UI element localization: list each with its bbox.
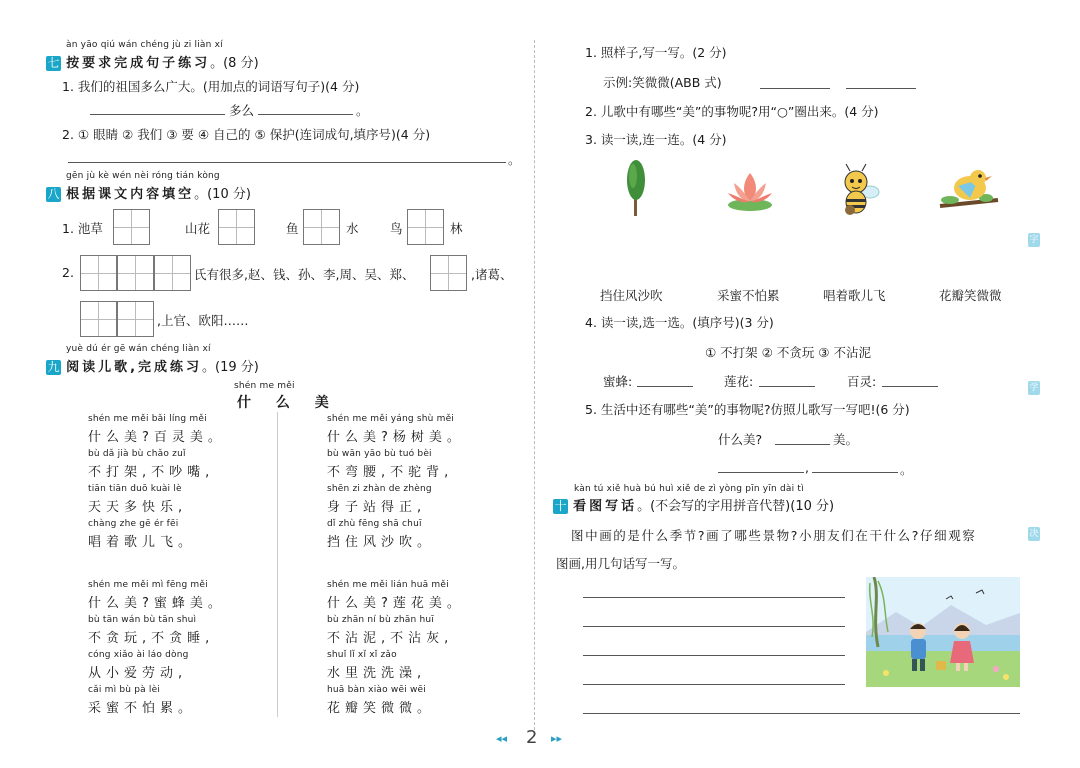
s8-q1-box-4[interactable] [407, 209, 444, 245]
r-q4-lotus-label: 莲花: [724, 374, 754, 389]
r-q5-comma: , [805, 460, 809, 475]
s8-q1-box-2[interactable] [218, 209, 255, 245]
s7-q1: 1. 我们的祖国多么广大。(用加点的词语写句子)(4 分) [62, 79, 360, 94]
s8-q1-b: 山花 [185, 221, 211, 236]
s8-q2-box-6[interactable] [117, 301, 154, 337]
s10-title: 看图写话 [573, 499, 638, 514]
poem-line-pinyin: shén me měi bǎi líng měi [88, 414, 207, 424]
s8-heading [46, 183, 251, 202]
s7-q2: 2. ① 眼睛 ② 我们 ③ 要 ④ 自己的 ⑤ 保护(连词成句,填序号)(4 分) [62, 127, 431, 142]
s8-q2-box-2[interactable] [117, 255, 154, 291]
poplar-tree-image [616, 158, 656, 222]
r-q4: 4. 读一读,选一选。(填序号)(3 分) [585, 315, 774, 330]
poem-line: 挡住风沙吹。 [327, 535, 436, 550]
poem-line-pinyin: bù tān wán bù tān shuì [88, 615, 197, 625]
poem-line: 什么美?蜜蜂美。 [88, 596, 226, 611]
r-q5-suffix: 美。 [833, 432, 859, 447]
s10-prompt-line-1: 图中画的是什么季节?画了哪些景物?小朋友们在干什么?仔细观察 [571, 528, 977, 543]
s8-q2-label: 2. [62, 265, 74, 280]
poem-line: 不打架,不吵嘴, [88, 465, 215, 480]
s8-q1-label: 1. 池草 [62, 221, 103, 236]
q3-match-label[interactable]: 挡住风沙吹 [600, 288, 663, 303]
s7-title: 按要求完成句子练习 [66, 56, 211, 71]
s10-writing-line-2[interactable] [583, 626, 845, 627]
page-divider [534, 40, 535, 730]
s8-q1-d: 水 [346, 221, 359, 236]
poem-line: 从小爱劳动, [88, 666, 188, 681]
r-q3: 3. 读一读,连一连。(4 分) [585, 132, 727, 147]
s9-pinyin: yuè dú ér gē wán chéng liàn xí [66, 344, 211, 354]
poem-column-divider [277, 412, 278, 717]
s8-q2-box-5[interactable] [80, 301, 117, 337]
s10-number-badge: 十 [554, 499, 567, 513]
s8-q1-c: 鱼 [286, 221, 299, 236]
r-q1: 1. 照样子,写一写。(2 分) [585, 45, 727, 60]
s8-q2-box-1[interactable] [80, 255, 117, 291]
r-q1-example: 示例:笑微微(ABB 式) [603, 75, 722, 90]
poem-line-pinyin: shén me měi mì fēng měi [88, 580, 208, 590]
r-q4-lotus-blank[interactable] [759, 386, 815, 387]
s8-pinyin: gēn jù kè wén nèi róng tián kòng [66, 171, 220, 181]
q3-match-label[interactable]: 唱着歌儿飞 [823, 288, 886, 303]
s7-q2-blank[interactable] [68, 162, 506, 163]
s8-q2-tail: ,诸葛、 [471, 267, 513, 282]
q3-match-label[interactable]: 采蜜不怕累 [717, 288, 780, 303]
poem-line-pinyin: bù wān yāo bù tuó bèi [327, 449, 432, 459]
poem-line-pinyin: tiān tiān duō kuài lè [88, 484, 182, 494]
s8-q2-box-3[interactable] [154, 255, 191, 291]
s7-q1-mid: 多么 [229, 103, 255, 118]
spring-scene-image [866, 577, 1020, 691]
s8-q2-text: 氏有很多,赵、钱、孙、李,周、吴、郑、 [194, 267, 415, 282]
bee-image [832, 162, 882, 222]
poem-line: 不贪玩,不贪睡, [88, 631, 215, 646]
side-tab-1: 字 [1029, 235, 1039, 245]
poem-line: 采蜜不怕累。 [88, 701, 197, 716]
s9-number-badge: 九 [47, 360, 60, 374]
q3-match-label[interactable]: 花瓣笑微微 [939, 288, 1002, 303]
s7-number-badge: 七 [47, 56, 60, 70]
poem-line: 不弯腰,不驼背, [327, 465, 454, 480]
s10-pinyin: kàn tú xiě huà bú huì xiě de zì yòng pīn yīn dài tì [574, 484, 804, 494]
s8-title: 根据课文内容填空 [66, 187, 195, 202]
s9-score: 。(19 分) [202, 360, 259, 375]
poem-title-pinyin: shén me měi [234, 381, 295, 391]
s10-writing-line-3[interactable] [583, 655, 845, 656]
s7-heading [46, 52, 259, 71]
r-q5-blank-c[interactable] [812, 472, 898, 473]
lotus-flower-image [720, 165, 780, 219]
prev-page-icon[interactable]: ◂◂ [496, 732, 508, 745]
s8-q1-f: 林 [450, 221, 463, 236]
next-page-icon[interactable]: ▸▸ [551, 732, 563, 745]
side-tab-3: 决 [1029, 529, 1039, 539]
r-q4-bee-blank[interactable] [637, 386, 693, 387]
s7-score: 。(8 分) [210, 56, 259, 71]
poem-line-pinyin: cóng xiǎo ài láo dòng [88, 650, 189, 660]
poem-line: 水里洗洗澡, [327, 666, 427, 681]
s8-q1-box-3[interactable] [303, 209, 340, 245]
poem-line-pinyin: shén me měi lián huā měi [327, 580, 449, 590]
s10-writing-line-4[interactable] [583, 684, 845, 685]
s7-pinyin: àn yāo qiú wán chéng jù zi liàn xí [66, 40, 223, 50]
r-q1-blank-b[interactable] [846, 88, 916, 89]
poem-line-pinyin: shuǐ lǐ xǐ xǐ zǎo [327, 650, 397, 660]
r-q5-blank-a[interactable] [775, 444, 830, 445]
page-number: 2 [526, 727, 538, 748]
poem-line-pinyin: dǐ zhù fēng shā chuī [327, 519, 422, 529]
s8-number-badge: 八 [47, 187, 60, 201]
r-q4-options: ① 不打架 ② 不贪玩 ③ 不沾泥 [705, 345, 871, 360]
s10-writing-line-1[interactable] [583, 597, 845, 598]
lark-bird-image [938, 162, 1000, 222]
s10-writing-line-5[interactable] [583, 713, 1020, 714]
poem-line: 花瓣笑微微。 [327, 701, 436, 716]
s8-score: 。(10 分) [194, 187, 251, 202]
poem-line: 唱着歌儿飞。 [88, 535, 197, 550]
r-q5: 5. 生活中还有哪些“美”的事物呢?仿照儿歌写一写吧!(6 分) [585, 402, 910, 417]
s8-q1-e: 鸟 [390, 221, 403, 236]
poem-line: 不沾泥,不沾灰, [327, 631, 454, 646]
r-q2: 2. 儿歌中有哪些“美”的事物呢?用“○”圈出来。(4 分) [585, 104, 879, 119]
s8-q1-box-1[interactable] [113, 209, 150, 245]
s9-heading [46, 356, 259, 375]
r-q4-lark-label: 百灵: [847, 374, 877, 389]
r-q5-prefix: 什么美? [718, 432, 763, 447]
poem-line: 天天多快乐, [88, 500, 188, 515]
poem-title: 什 么 美 [237, 395, 339, 411]
poem-line-pinyin: chàng zhe gē ér fēi [88, 519, 179, 529]
side-tab-2: 学 [1029, 383, 1039, 393]
s10-heading [553, 495, 834, 514]
s7-q1-end: 。 [356, 103, 369, 118]
poem-line-pinyin: bù dǎ jià bù chǎo zuǐ [88, 449, 186, 459]
poem-line-pinyin: shén me měi yáng shù měi [327, 414, 455, 424]
poem-line-pinyin: shēn zi zhàn de zhèng [327, 484, 432, 494]
s8-q2-line2: ,上官、欧阳…… [157, 313, 249, 328]
s7-q2-end: 。 [508, 152, 521, 167]
s8-q2-box-4[interactable] [430, 255, 467, 291]
r-q5-blank-b[interactable] [718, 472, 804, 473]
s10-note: 。(不会写的字用拼音代替)(10 分) [637, 499, 835, 514]
r-q4-lark-blank[interactable] [882, 386, 938, 387]
poem-line: 什么美?莲花美。 [327, 596, 465, 611]
r-q5-end: 。 [900, 462, 913, 477]
poem-line-pinyin: huā bàn xiào wēi wēi [327, 685, 426, 695]
s10-prompt-line-2: 图画,用几句话写一写。 [556, 556, 685, 571]
poem-line-pinyin: bù zhān ní bù zhān huī [327, 615, 434, 625]
poem-line-pinyin: cǎi mì bù pà lèi [88, 685, 161, 695]
poem-line: 什么美?百灵美。 [88, 430, 226, 445]
s9-title: 阅读儿歌,完成练习 [66, 360, 203, 375]
poem-line: 什么美?杨树美。 [327, 430, 465, 445]
s7-q1-blank-a[interactable] [90, 114, 225, 115]
poem-line: 身子站得正, [327, 500, 427, 515]
r-q4-bee-label: 蜜蜂: [603, 374, 633, 389]
r-q1-blank-a[interactable] [760, 88, 830, 89]
s7-q1-blank-b[interactable] [258, 114, 353, 115]
